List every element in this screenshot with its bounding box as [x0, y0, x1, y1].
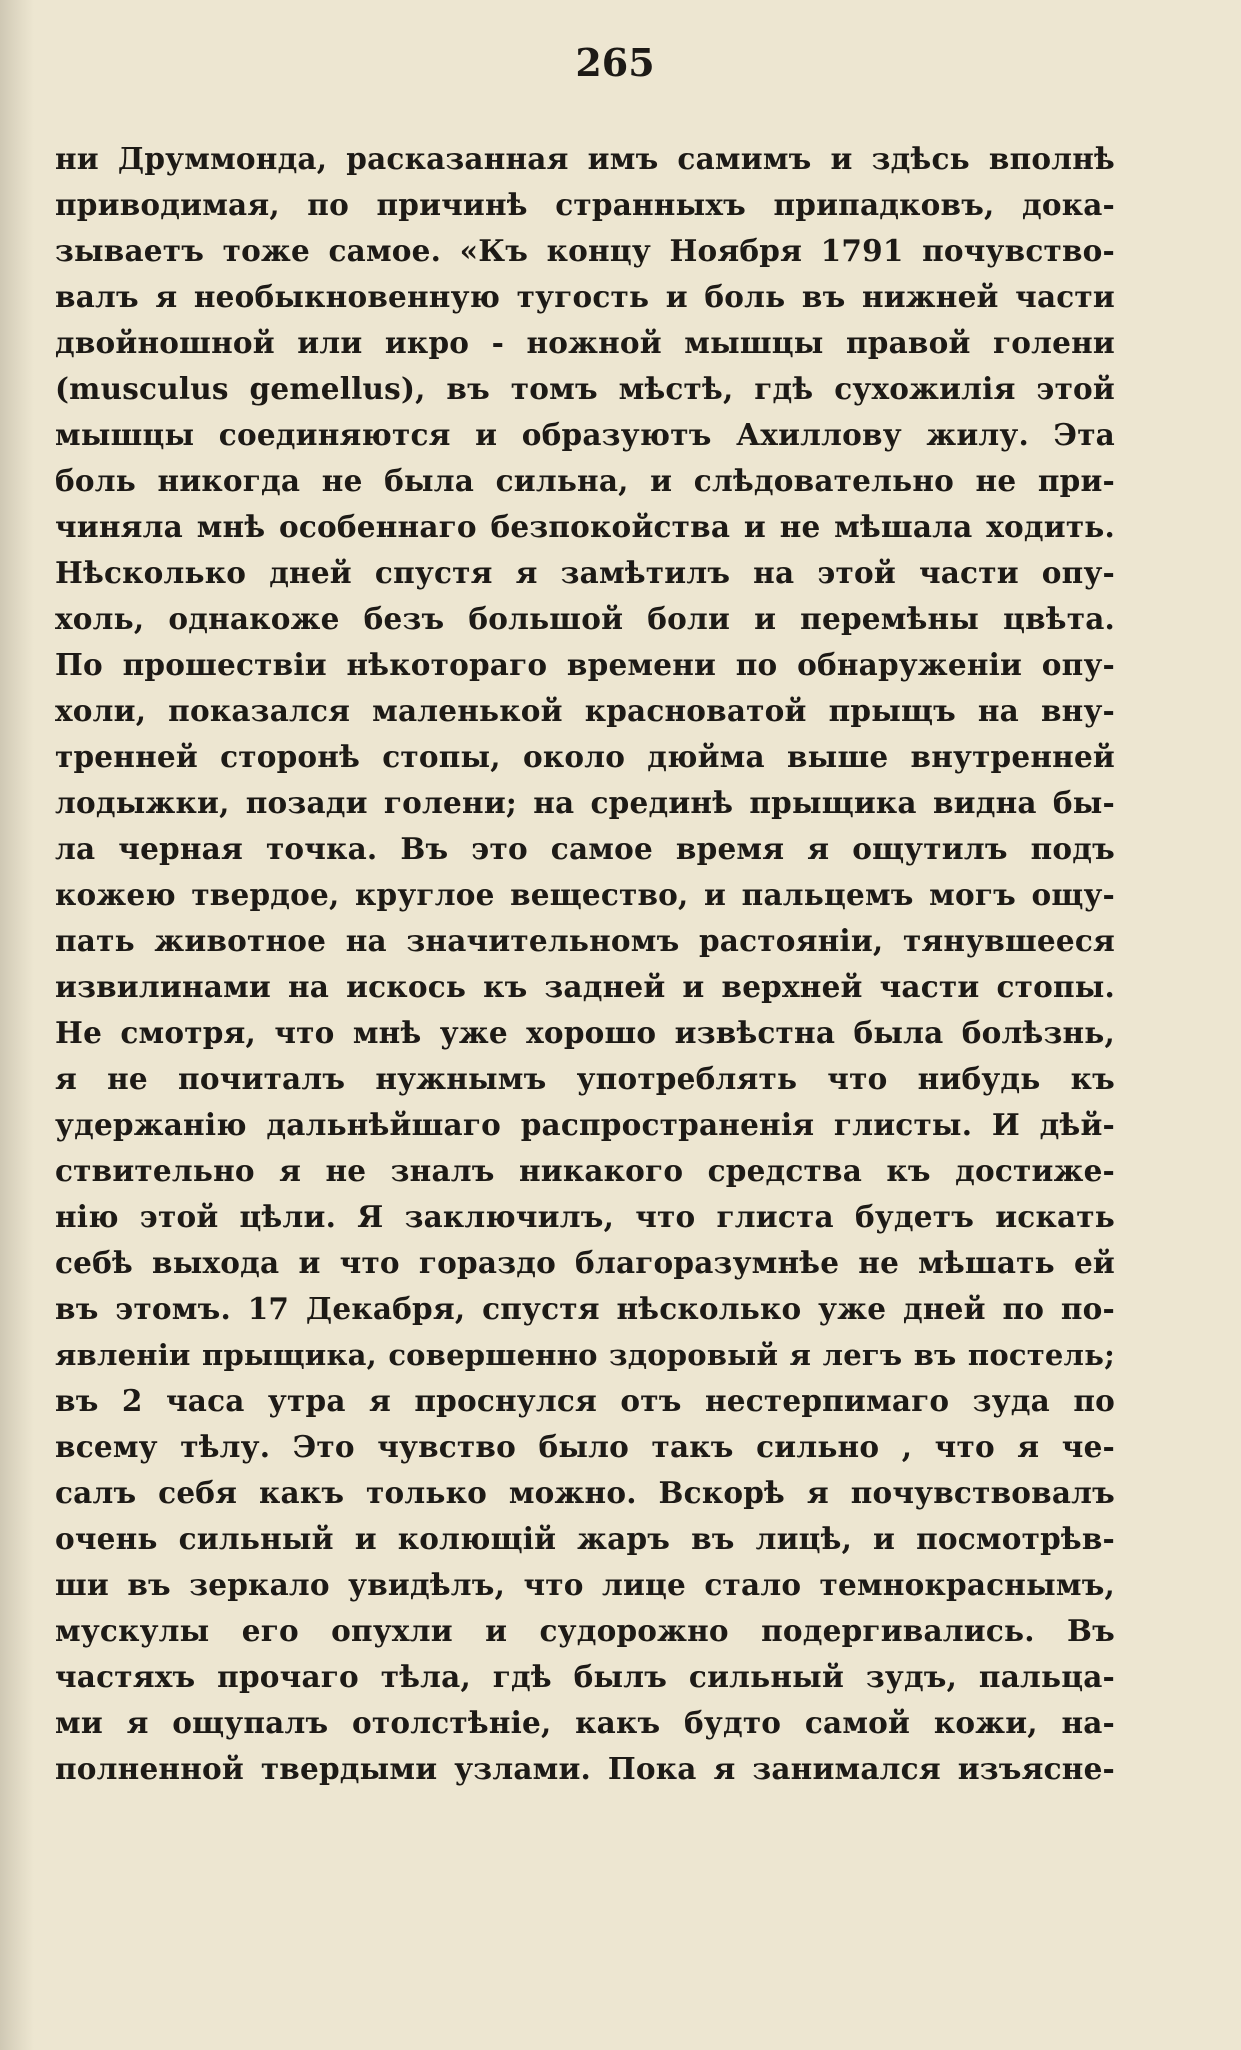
page-gutter-shadow: [0, 0, 34, 2050]
text-line: удержанію дальнѣйшаго распространенія глисты. И дѣй-: [55, 1107, 1115, 1142]
text-line: лодыжки, позади голени; на срединѣ прыщика видна бы-: [55, 785, 1115, 820]
text-line: себѣ выхода и что гораздо благоразумнѣе не мѣшать ей: [55, 1245, 1115, 1280]
text-line: явленіи прыщика, совершенно здоровый я легъ въ постель;: [55, 1338, 1115, 1372]
text-line: я не почиталъ нужнымъ употреблять что нибудь къ: [55, 1061, 1115, 1096]
text-line: холи, показался маленькой красноватой прыщъ на вну-: [55, 693, 1115, 728]
text-line: чиняла мнѣ особеннаго безпокойства и не мѣшала ходить.: [55, 509, 1115, 544]
text-line: ши въ зеркало увидѣлъ, что лице стало темнокраснымъ,: [55, 1567, 1115, 1602]
text-line: холь, однакоже безъ большой боли и перемѣны цвѣта.: [55, 601, 1115, 636]
text-line: полненной твердыми узлами. Пока я занимался изъясне-: [55, 1751, 1115, 1786]
text-line: боль никогда не была сильна, и слѣдовательно не при-: [55, 463, 1115, 498]
text-line: тренней сторонѣ стопы, около дюйма выше внутренней: [55, 739, 1115, 774]
text-line: нію этой цѣли. Я заключилъ, что глиста будетъ искать: [55, 1199, 1115, 1234]
text-line: кожею твердое, круглое вещество, и пальцемъ могъ ощу-: [55, 877, 1115, 912]
text-line: извилинами на искось къ задней и верхней части стопы.: [55, 969, 1115, 1004]
text-line: (musculus gemellus), въ томъ мѣстѣ, гдѣ сухожилія этой: [55, 371, 1115, 406]
text-line: ла черная точка. Въ это самое время я ощутилъ подъ: [55, 831, 1115, 866]
text-line: мышцы соединяются и образуютъ Ахиллову жилу. Эта: [55, 417, 1115, 452]
text-line: зываетъ тоже самое. «Къ концу Ноября 1791 почувство-: [55, 233, 1115, 268]
text-line: валъ я необыкновенную тугость и боль въ нижней части: [55, 279, 1115, 314]
book-page: [55, 30, 1115, 1792]
page-number: 265: [575, 40, 655, 85]
text-line: двойношной или икро - ножной мышцы правой голени: [55, 325, 1115, 360]
text-line: салъ себя какъ только можно. Вскорѣ я почувствовалъ: [55, 1475, 1115, 1510]
text-line: въ 2 часа утра я проснулся отъ нестерпимаго зуда по: [55, 1383, 1115, 1418]
text-line: въ этомъ. 17 Декабря, спустя нѣсколько уже дней по по-: [55, 1291, 1115, 1326]
text-line: частяхъ прочаго тѣла, гдѣ былъ сильный зудъ, пальца-: [55, 1659, 1115, 1694]
text-line: ствительно я не зналъ никакого средства къ достиже-: [55, 1153, 1115, 1188]
text-line: пать животное на значительномъ растояніи, тянувшееся: [55, 923, 1115, 958]
text-line: Нѣсколько дней спустя я замѣтилъ на этой части опу-: [55, 555, 1115, 590]
text-line: ни Друммонда, расказанная имъ самимъ и здѣсь вполнѣ: [55, 141, 1115, 176]
text-line: Не смотря, что мнѣ уже хорошо извѣстна была болѣзнь,: [55, 1015, 1115, 1050]
text-line: очень сильный и колющій жаръ въ лицѣ, и посмотрѣв-: [55, 1521, 1115, 1556]
text-line: ми я ощупалъ отолстѣніе, какъ будто самой кожи, на-: [55, 1705, 1115, 1740]
text-line: мускулы его опухли и судорожно подергивались. Въ: [55, 1613, 1115, 1648]
text-line: По прошествіи нѣкотораго времени по обнаруженіи опу-: [55, 647, 1115, 682]
text-line: всему тѣлу. Это чувство было такъ сильно , что я че-: [55, 1429, 1115, 1464]
body-text: [55, 136, 1115, 1792]
text-line: приводимая, по причинѣ странныхъ припадковъ, дока-: [55, 187, 1115, 222]
